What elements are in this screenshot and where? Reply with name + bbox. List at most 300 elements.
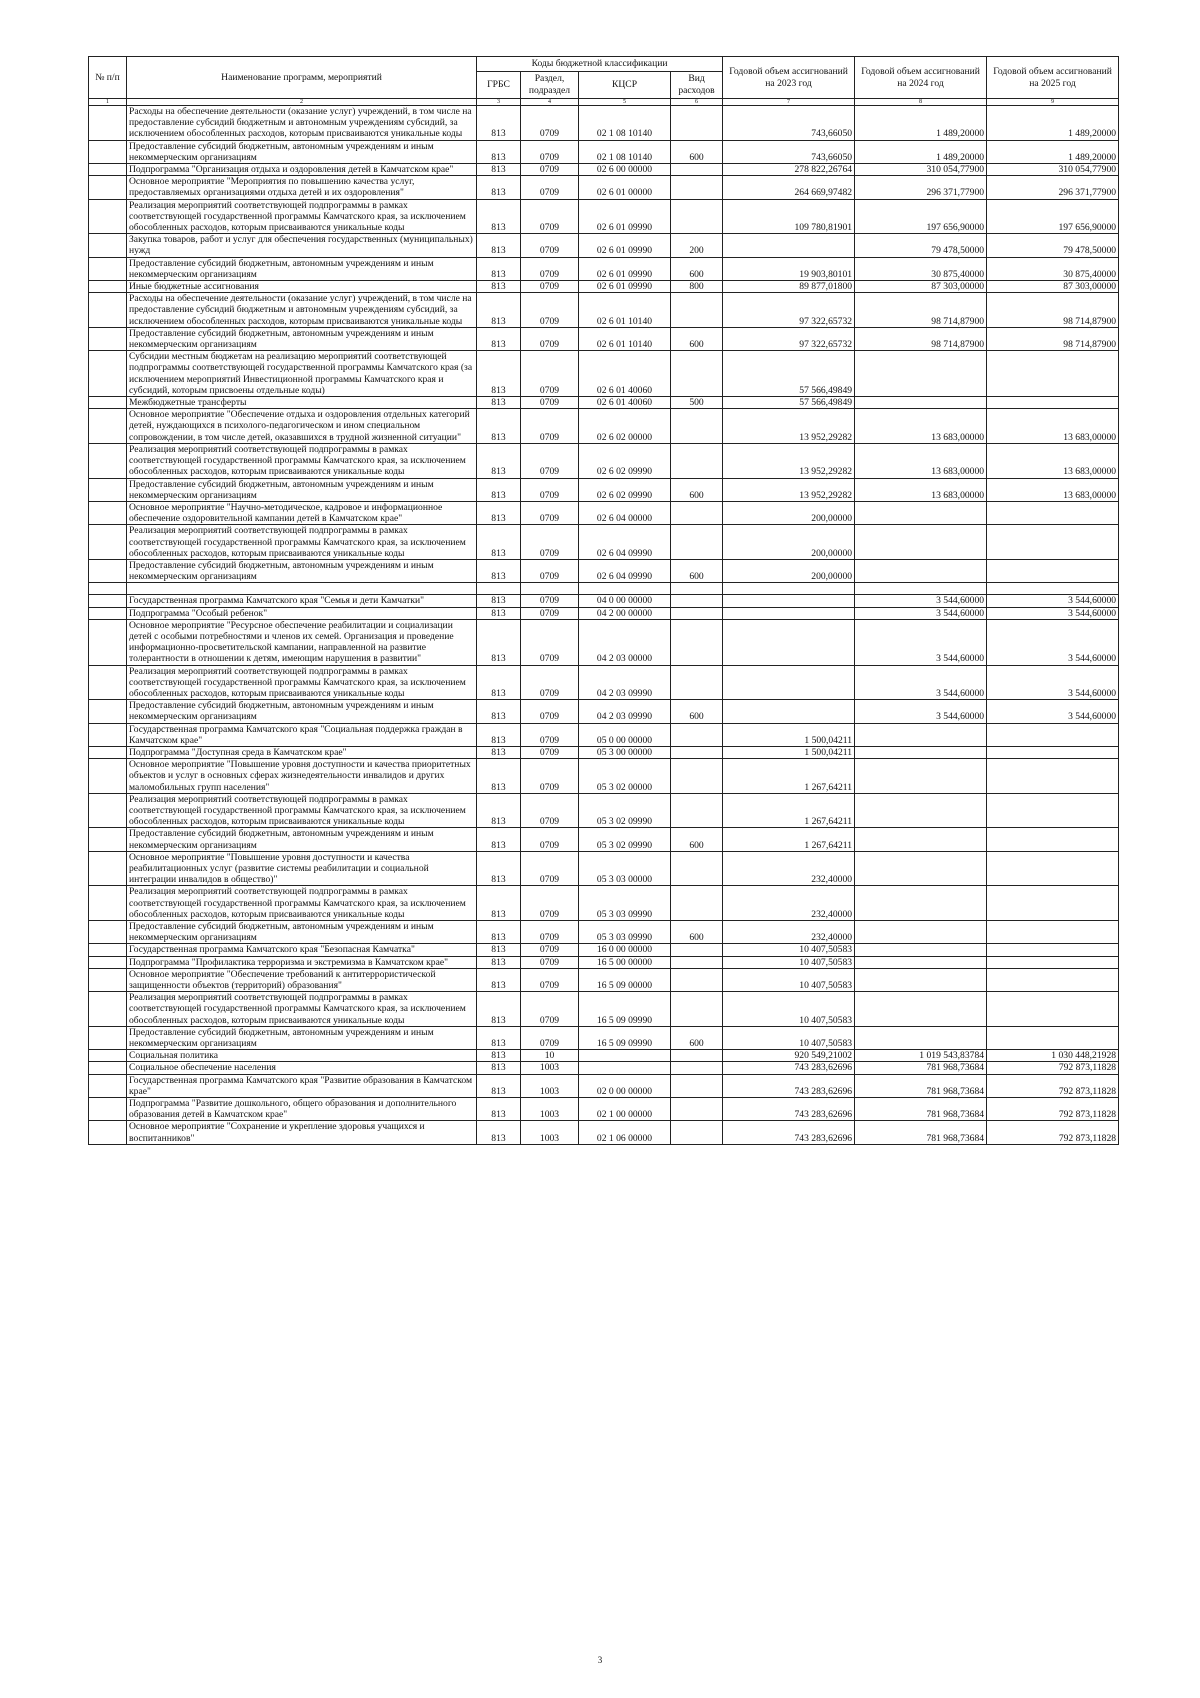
table-row <box>89 700 1119 723</box>
vid-rashodov-cell <box>671 944 723 956</box>
amount-2023-cell: 743 283,62696 <box>723 1121 855 1144</box>
vid-rashodov-cell <box>671 746 723 758</box>
row-number-cell <box>89 525 127 560</box>
program-name-cell: Основное мероприятие "Обеспечение требований к антитеррористической защищенности объектов (территорий) образования" <box>127 968 477 991</box>
amount-2023-cell <box>723 607 855 619</box>
amount-2025-cell: 792 873,11828 <box>987 1098 1119 1121</box>
vid-rashodov-cell <box>671 409 723 444</box>
program-name-cell: Предоставление субсидий бюджетным, автономным учреждениям и иным некоммерческим организациям <box>127 559 477 582</box>
razdel-cell: 0709 <box>521 409 579 444</box>
vid-rashodov-cell <box>671 199 723 234</box>
row-number-cell <box>89 851 127 886</box>
kcsr-cell: 02 0 00 00000 <box>579 1074 671 1097</box>
table-row <box>89 595 1119 607</box>
amount-2025-cell <box>987 944 1119 956</box>
row-number-cell <box>89 397 127 409</box>
vid-rashodov-cell <box>671 665 723 700</box>
amount-2023-cell: 200,00000 <box>723 501 855 524</box>
amount-2023-cell <box>723 700 855 723</box>
program-name-cell: Социальное обеспечение населения <box>127 1062 477 1074</box>
row-number-cell <box>89 828 127 851</box>
amount-2023-cell <box>723 595 855 607</box>
program-name-cell: Основное мероприятие "Сохранение и укрепление здоровья учащихся и воспитанников" <box>127 1121 477 1144</box>
amount-2025-cell: 792 873,11828 <box>987 1074 1119 1097</box>
vid-rashodov-cell <box>671 595 723 607</box>
vid-rashodov-cell <box>671 1062 723 1074</box>
kcsr-cell: 02 6 02 09990 <box>579 478 671 501</box>
razdel-cell: 0709 <box>521 607 579 619</box>
table-row <box>89 351 1119 397</box>
row-number-cell <box>89 234 127 257</box>
vid-rashodov-cell <box>671 293 723 328</box>
program-name-cell: Подпрограмма "Организация отдыха и оздоровления детей в Камчатском крае" <box>127 164 477 176</box>
row-number-cell <box>89 759 127 794</box>
amount-2023-cell: 1 500,04211 <box>723 723 855 746</box>
program-name-cell: Расходы на обеспечение деятельности (оказание услуг) учреждений, в том числе на предоставление субсидий бюджетным и автономным учреждениям субсидий, за исключением обособленных расходов, которым присваиваются уникальные коды <box>127 106 477 141</box>
razdel-cell: 0709 <box>521 281 579 293</box>
header-2025: Годовой объем ассигнований на 2025 год <box>987 57 1119 99</box>
amount-2024-cell <box>855 525 987 560</box>
amount-2024-cell <box>855 828 987 851</box>
vid-rashodov-cell <box>671 1050 723 1062</box>
table-row <box>89 559 1119 582</box>
kcsr-cell: 02 6 01 40060 <box>579 351 671 397</box>
column-index: 3 <box>477 99 521 106</box>
razdel-cell: 1003 <box>521 1062 579 1074</box>
kcsr-cell: 16 5 00 00000 <box>579 956 671 968</box>
kcsr-cell: 02 6 01 10140 <box>579 293 671 328</box>
table-row <box>89 607 1119 619</box>
amount-2023-cell <box>723 665 855 700</box>
vid-rashodov-cell: 800 <box>671 281 723 293</box>
razdel-cell: 10 <box>521 1050 579 1062</box>
program-name-cell: Предоставление субсидий бюджетным, автономным учреждениям и иным некоммерческим организациям <box>127 257 477 280</box>
program-name-cell: Субсидии местным бюджетам на реализацию мероприятий соответствующей подпрограммы соответствующей государственной программы Камчатского края (за исключением мероприятий Инвестиционной программы Камчатского края и субсидий, которым присвоены отдельные коды) <box>127 351 477 397</box>
amount-2025-cell: 13 683,00000 <box>987 409 1119 444</box>
table-row <box>89 746 1119 758</box>
amount-2025-cell <box>987 921 1119 944</box>
amount-2025-cell <box>987 397 1119 409</box>
program-name-cell: Основное мероприятие "Обеспечение отдыха и оздоровления отдельных категорий детей, нуждающихся в психолого-педагогическом и ином специальном сопровождении, в том числе детей, оказавшихся в трудной жизненной ситуации" <box>127 409 477 444</box>
amount-2024-cell: 13 683,00000 <box>855 478 987 501</box>
grbs-cell <box>477 583 521 595</box>
amount-2025-cell <box>987 351 1119 397</box>
amount-2023-cell: 920 549,21002 <box>723 1050 855 1062</box>
grbs-cell: 813 <box>477 397 521 409</box>
grbs-cell: 813 <box>477 478 521 501</box>
row-number-cell <box>89 921 127 944</box>
vid-rashodov-cell: 600 <box>671 921 723 944</box>
budget-table <box>88 56 1119 1145</box>
amount-2023-cell: 1 500,04211 <box>723 746 855 758</box>
kcsr-cell: 02 6 01 00000 <box>579 176 671 199</box>
table-row <box>89 106 1119 141</box>
row-number-cell <box>89 665 127 700</box>
amount-2024-cell: 98 714,87900 <box>855 293 987 328</box>
grbs-cell: 813 <box>477 828 521 851</box>
kcsr-cell: 02 6 01 40060 <box>579 397 671 409</box>
table-row <box>89 164 1119 176</box>
vid-rashodov-cell <box>671 619 723 665</box>
row-number-cell <box>89 956 127 968</box>
kcsr-cell: 02 1 08 10140 <box>579 106 671 141</box>
amount-2025-cell: 13 683,00000 <box>987 443 1119 478</box>
amount-2023-cell: 97 322,65732 <box>723 327 855 350</box>
row-number-cell <box>89 1098 127 1121</box>
amount-2023-cell: 10 407,50583 <box>723 968 855 991</box>
program-name-cell: Предоставление субсидий бюджетным, автономным учреждениям и иным некоммерческим организациям <box>127 1026 477 1049</box>
header-codes: Коды бюджетной классификации <box>477 57 723 72</box>
amount-2025-cell <box>987 851 1119 886</box>
amount-2023-cell: 232,40000 <box>723 886 855 921</box>
grbs-cell: 813 <box>477 968 521 991</box>
table-row <box>89 234 1119 257</box>
amount-2024-cell: 296 371,77900 <box>855 176 987 199</box>
vid-rashodov-cell: 600 <box>671 478 723 501</box>
table-row <box>89 759 1119 794</box>
vid-rashodov-cell <box>671 851 723 886</box>
grbs-cell: 813 <box>477 327 521 350</box>
grbs-cell: 813 <box>477 793 521 828</box>
table-row <box>89 723 1119 746</box>
program-name-cell: Социальная политика <box>127 1050 477 1062</box>
amount-2024-cell <box>855 759 987 794</box>
amount-2024-cell: 3 544,60000 <box>855 595 987 607</box>
table-row <box>89 327 1119 350</box>
amount-2023-cell: 13 952,29282 <box>723 443 855 478</box>
kcsr-cell <box>579 1062 671 1074</box>
amount-2025-cell <box>987 956 1119 968</box>
row-number-cell <box>89 595 127 607</box>
program-name-cell: Реализация мероприятий соответствующей подпрограммы в рамках соответствующей государственной программы Камчатского края, за исключением обособленных расходов, которым присваиваются уникальные коды <box>127 199 477 234</box>
amount-2025-cell: 3 544,60000 <box>987 619 1119 665</box>
program-name-cell: Иные бюджетные ассигнования <box>127 281 477 293</box>
vid-rashodov-cell: 600 <box>671 559 723 582</box>
razdel-cell: 0709 <box>521 956 579 968</box>
header-2024: Годовой объем ассигнований на 2024 год <box>855 57 987 99</box>
program-name-cell: Закупка товаров, работ и услуг для обеспечения государственных (муниципальных) нужд <box>127 234 477 257</box>
vid-rashodov-cell <box>671 1074 723 1097</box>
amount-2023-cell <box>723 619 855 665</box>
vid-rashodov-cell <box>671 164 723 176</box>
column-index: 2 <box>127 99 477 106</box>
razdel-cell: 0709 <box>521 619 579 665</box>
amount-2024-cell: 781 968,73684 <box>855 1121 987 1144</box>
column-index: 4 <box>521 99 579 106</box>
kcsr-cell: 05 3 02 00000 <box>579 759 671 794</box>
grbs-cell: 813 <box>477 1062 521 1074</box>
row-number-cell <box>89 281 127 293</box>
amount-2023-cell: 13 952,29282 <box>723 478 855 501</box>
amount-2023-cell: 1 267,64211 <box>723 759 855 794</box>
razdel-cell: 0709 <box>521 851 579 886</box>
vid-rashodov-cell <box>671 1098 723 1121</box>
program-name-cell: Подпрограмма "Развитие дошкольного, общего образования и дополнительного образования детей в Камчатском крае" <box>127 1098 477 1121</box>
kcsr-cell: 05 0 00 00000 <box>579 723 671 746</box>
amount-2024-cell: 3 544,60000 <box>855 607 987 619</box>
kcsr-cell: 04 2 03 09990 <box>579 665 671 700</box>
row-number-cell <box>89 478 127 501</box>
table-header <box>89 57 1119 106</box>
grbs-cell: 813 <box>477 886 521 921</box>
vid-rashodov-cell <box>671 106 723 141</box>
razdel-cell: 0709 <box>521 1026 579 1049</box>
grbs-cell: 813 <box>477 199 521 234</box>
razdel-cell: 0709 <box>521 234 579 257</box>
amount-2023-cell: 10 407,50583 <box>723 992 855 1027</box>
program-name-cell: Межбюджетные трансферты <box>127 397 477 409</box>
amount-2025-cell <box>987 723 1119 746</box>
program-name-cell: Основное мероприятие "Мероприятия по повышению качества услуг, предоставляемых организациями отдыха детей и их оздоровления" <box>127 176 477 199</box>
amount-2024-cell <box>855 397 987 409</box>
column-index: 1 <box>89 99 127 106</box>
vid-rashodov-cell <box>671 1121 723 1144</box>
amount-2023-cell: 743,66050 <box>723 140 855 163</box>
table-row <box>89 793 1119 828</box>
amount-2025-cell: 197 656,90000 <box>987 199 1119 234</box>
amount-2023-cell <box>723 234 855 257</box>
amount-2025-cell <box>987 1026 1119 1049</box>
amount-2024-cell: 79 478,50000 <box>855 234 987 257</box>
grbs-cell: 813 <box>477 746 521 758</box>
razdel-cell: 0709 <box>521 992 579 1027</box>
program-name-cell: Предоставление субсидий бюджетным, автономным учреждениям и иным некоммерческим организациям <box>127 478 477 501</box>
table-row <box>89 1062 1119 1074</box>
razdel-cell: 0709 <box>521 501 579 524</box>
kcsr-cell: 02 1 08 10140 <box>579 140 671 163</box>
razdel-cell: 1003 <box>521 1121 579 1144</box>
kcsr-cell: 04 0 00 00000 <box>579 595 671 607</box>
kcsr-cell: 05 3 02 09990 <box>579 828 671 851</box>
kcsr-cell: 16 5 09 09990 <box>579 992 671 1027</box>
grbs-cell: 813 <box>477 281 521 293</box>
grbs-cell: 813 <box>477 1050 521 1062</box>
program-name-cell: Реализация мероприятий соответствующей подпрограммы в рамках соответствующей государственной программы Камчатского края, за исключением обособленных расходов, которым присваиваются уникальные коды <box>127 793 477 828</box>
kcsr-cell: 02 6 01 09990 <box>579 234 671 257</box>
amount-2024-cell <box>855 921 987 944</box>
row-number-cell <box>89 443 127 478</box>
amount-2025-cell <box>987 992 1119 1027</box>
kcsr-cell <box>579 1050 671 1062</box>
row-number-cell <box>89 746 127 758</box>
amount-2025-cell: 296 371,77900 <box>987 176 1119 199</box>
program-name-cell: Реализация мероприятий соответствующей подпрограммы в рамках соответствующей государственной программы Камчатского края, за исключением обособленных расходов, которым присваиваются уникальные коды <box>127 886 477 921</box>
amount-2023-cell: 89 877,01800 <box>723 281 855 293</box>
razdel-cell: 0709 <box>521 397 579 409</box>
row-number-cell <box>89 700 127 723</box>
amount-2024-cell <box>855 723 987 746</box>
kcsr-cell: 02 6 00 00000 <box>579 164 671 176</box>
row-number-cell <box>89 164 127 176</box>
grbs-cell: 813 <box>477 759 521 794</box>
grbs-cell: 813 <box>477 921 521 944</box>
table-row <box>89 665 1119 700</box>
vid-rashodov-cell <box>671 607 723 619</box>
razdel-cell: 0709 <box>521 525 579 560</box>
vid-rashodov-cell: 600 <box>671 700 723 723</box>
amount-2025-cell: 3 544,60000 <box>987 595 1119 607</box>
kcsr-cell: 02 6 01 09990 <box>579 199 671 234</box>
amount-2024-cell: 310 054,77900 <box>855 164 987 176</box>
razdel-cell: 0709 <box>521 257 579 280</box>
amount-2025-cell: 1 489,20000 <box>987 140 1119 163</box>
row-number-cell <box>89 583 127 595</box>
row-number-cell <box>89 1121 127 1144</box>
row-number-cell <box>89 607 127 619</box>
program-name-cell: Государственная программа Камчатского края "Развитие образования в Камчатском крае" <box>127 1074 477 1097</box>
program-name-cell: Расходы на обеспечение деятельности (оказание услуг) учреждений, в том числе на предоставление субсидий бюджетным и автономным учреждениям субсидий, за исключением обособленных расходов, которым присваиваются уникальные коды <box>127 293 477 328</box>
table-row <box>89 583 1119 595</box>
grbs-cell: 813 <box>477 234 521 257</box>
program-name-cell: Основное мероприятие "Повышение уровня доступности и качества реабилитационных услуг (развитие системы реабилитации и социальной интеграции инвалидов в общество)" <box>127 851 477 886</box>
row-number-cell <box>89 106 127 141</box>
amount-2025-cell: 310 054,77900 <box>987 164 1119 176</box>
razdel-cell: 0709 <box>521 700 579 723</box>
amount-2025-cell: 1 030 448,21928 <box>987 1050 1119 1062</box>
kcsr-cell: 02 6 01 09990 <box>579 257 671 280</box>
header-grbs: ГРБС <box>477 72 521 99</box>
row-number-cell <box>89 793 127 828</box>
kcsr-cell: 02 6 04 09990 <box>579 525 671 560</box>
program-name-cell: Государственная программа Камчатского края "Безопасная Камчатка" <box>127 944 477 956</box>
grbs-cell: 813 <box>477 1026 521 1049</box>
amount-2024-cell <box>855 793 987 828</box>
amount-2025-cell <box>987 968 1119 991</box>
row-number-cell <box>89 1050 127 1062</box>
amount-2023-cell: 10 407,50583 <box>723 956 855 968</box>
row-number-cell <box>89 257 127 280</box>
table-row <box>89 886 1119 921</box>
table-row <box>89 1121 1119 1144</box>
amount-2025-cell: 30 875,40000 <box>987 257 1119 280</box>
header-name: Наименование программ, мероприятий <box>127 57 477 99</box>
vid-rashodov-cell <box>671 968 723 991</box>
amount-2023-cell: 57 566,49849 <box>723 397 855 409</box>
grbs-cell: 813 <box>477 164 521 176</box>
amount-2024-cell: 98 714,87900 <box>855 327 987 350</box>
razdel-cell: 0709 <box>521 164 579 176</box>
grbs-cell: 813 <box>477 619 521 665</box>
amount-2023-cell <box>723 583 855 595</box>
table-row <box>89 1050 1119 1062</box>
kcsr-cell: 04 2 03 00000 <box>579 619 671 665</box>
grbs-cell: 813 <box>477 501 521 524</box>
row-number-cell <box>89 723 127 746</box>
amount-2024-cell <box>855 992 987 1027</box>
razdel-cell: 0709 <box>521 106 579 141</box>
program-name-cell: Подпрограмма "Профилактика терроризма и экстремизма в Камчатском крае" <box>127 956 477 968</box>
amount-2023-cell: 264 669,97482 <box>723 176 855 199</box>
amount-2024-cell: 30 875,40000 <box>855 257 987 280</box>
amount-2023-cell: 19 903,80101 <box>723 257 855 280</box>
razdel-cell: 0709 <box>521 759 579 794</box>
table-row <box>89 281 1119 293</box>
amount-2023-cell: 232,40000 <box>723 851 855 886</box>
grbs-cell: 813 <box>477 1121 521 1144</box>
program-name-cell: Предоставление субсидий бюджетным, автономным учреждениям и иным некоммерческим организациям <box>127 140 477 163</box>
grbs-cell: 813 <box>477 409 521 444</box>
amount-2023-cell: 109 780,81901 <box>723 199 855 234</box>
vid-rashodov-cell <box>671 723 723 746</box>
vid-rashodov-cell: 600 <box>671 1026 723 1049</box>
page-number: 3 <box>597 1655 603 1665</box>
razdel-cell: 0709 <box>521 886 579 921</box>
grbs-cell: 813 <box>477 851 521 886</box>
table-row <box>89 956 1119 968</box>
razdel-cell: 0709 <box>521 595 579 607</box>
column-index: 8 <box>855 99 987 106</box>
razdel-cell: 0709 <box>521 176 579 199</box>
grbs-cell: 813 <box>477 1074 521 1097</box>
table-row <box>89 397 1119 409</box>
amount-2024-cell <box>855 746 987 758</box>
program-name-cell: Государственная программа Камчатского края "Семья и дети Камчатки" <box>127 595 477 607</box>
amount-2025-cell: 792 873,11828 <box>987 1121 1119 1144</box>
grbs-cell: 813 <box>477 257 521 280</box>
amount-2024-cell: 1 489,20000 <box>855 140 987 163</box>
table-row <box>89 1026 1119 1049</box>
amount-2024-cell: 1 019 543,83784 <box>855 1050 987 1062</box>
vid-rashodov-cell <box>671 501 723 524</box>
table-row <box>89 944 1119 956</box>
row-number-cell <box>89 968 127 991</box>
kcsr-cell: 04 2 00 00000 <box>579 607 671 619</box>
grbs-cell: 813 <box>477 992 521 1027</box>
kcsr-cell: 02 6 04 09990 <box>579 559 671 582</box>
amount-2024-cell: 3 544,60000 <box>855 665 987 700</box>
kcsr-cell: 16 5 09 09990 <box>579 1026 671 1049</box>
kcsr-cell: 02 1 06 00000 <box>579 1121 671 1144</box>
grbs-cell: 813 <box>477 700 521 723</box>
amount-2025-cell: 98 714,87900 <box>987 293 1119 328</box>
amount-2023-cell: 10 407,50583 <box>723 1026 855 1049</box>
amount-2023-cell: 743,66050 <box>723 106 855 141</box>
amount-2024-cell <box>855 559 987 582</box>
vid-rashodov-cell: 600 <box>671 257 723 280</box>
grbs-cell: 813 <box>477 140 521 163</box>
table-row <box>89 478 1119 501</box>
table-row <box>89 921 1119 944</box>
table-row <box>89 968 1119 991</box>
amount-2024-cell: 781 968,73684 <box>855 1074 987 1097</box>
table-row <box>89 619 1119 665</box>
amount-2025-cell <box>987 759 1119 794</box>
razdel-cell: 0709 <box>521 828 579 851</box>
razdel-cell: 0709 <box>521 199 579 234</box>
table-row <box>89 851 1119 886</box>
row-number-cell <box>89 886 127 921</box>
vid-rashodov-cell <box>671 525 723 560</box>
amount-2025-cell: 13 683,00000 <box>987 478 1119 501</box>
amount-2025-cell <box>987 793 1119 828</box>
razdel-cell: 1003 <box>521 1074 579 1097</box>
amount-2024-cell <box>855 351 987 397</box>
amount-2023-cell: 200,00000 <box>723 525 855 560</box>
amount-2025-cell <box>987 886 1119 921</box>
program-name-cell: Основное мероприятие "Научно-методическое, кадровое и информационное обеспечение оздоровительной кампании детей в Камчатском крае" <box>127 501 477 524</box>
vid-rashodov-cell: 200 <box>671 234 723 257</box>
header-razdel: Раздел, подраздел <box>521 72 579 99</box>
grbs-cell: 813 <box>477 595 521 607</box>
razdel-cell: 0709 <box>521 968 579 991</box>
row-number-cell <box>89 293 127 328</box>
table-row <box>89 293 1119 328</box>
amount-2024-cell <box>855 501 987 524</box>
kcsr-cell: 04 2 03 09990 <box>579 700 671 723</box>
amount-2025-cell <box>987 746 1119 758</box>
kcsr-cell: 05 3 02 09990 <box>579 793 671 828</box>
amount-2024-cell: 3 544,60000 <box>855 619 987 665</box>
